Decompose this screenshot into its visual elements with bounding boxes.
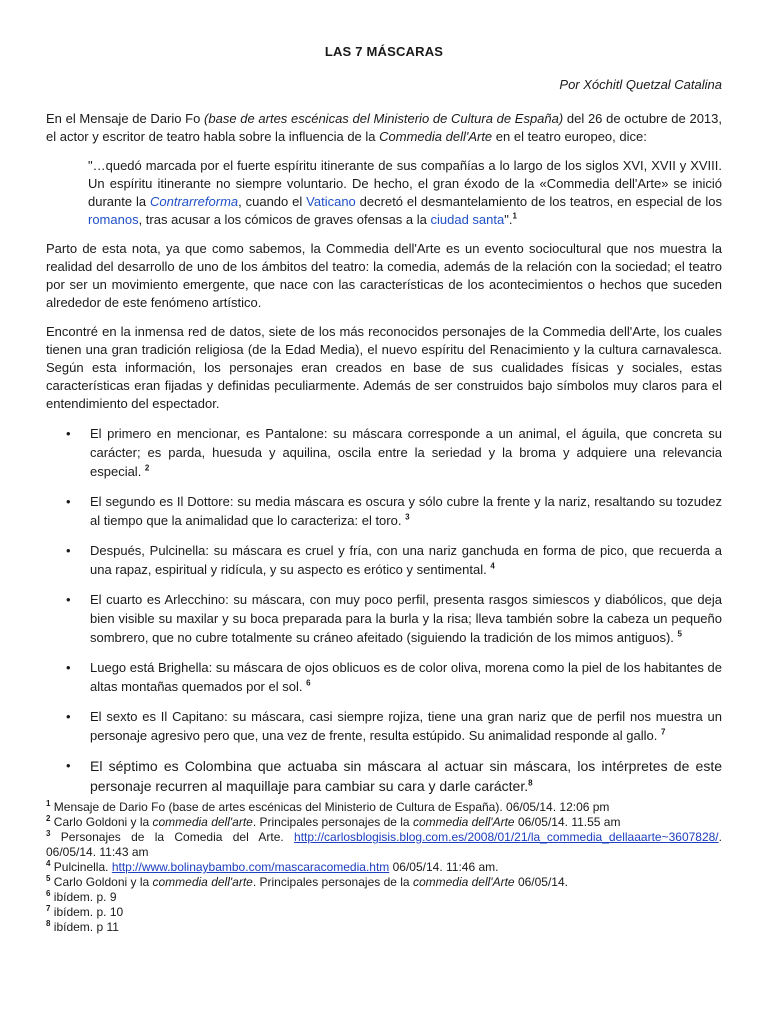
- list-item-colombina: • El séptimo es Colombina que actuaba sin máscara al actuar sin máscara, los intérpretes de este personaje recurren al maquillaje para cambiar su cara y darle carácter.$^8$: [66, 758, 722, 794]
- footnote-8: $^8$ ibídem. p 11: [46, 919, 119, 934]
- footnote-3-link[interactable]: http://carlosblogisis.blog.com.es/2008/01/21/la_commedia_dellaaarte~3607828/: [294, 830, 719, 844]
- footnote-1: $^1$ Mensaje de Dario Fo (base de artes escénicas del Ministerio de Cultura de España). 06/05/14. 12:06 pm: [46, 799, 610, 814]
- paragraph-characters-intro: Encontré en la inmensa red de datos, siete de los más reconocidos personajes de la Commedia dell'Arte, los cuales tienen una gran tradición religiosa (de la Edad Media), el nuevo espíritu del Renacimiento y la cultura carnavalesca. Según esta información, los personajes eran creados en base de sus cualidades físicas y sociales, estas características eran fijadas y definidas peculiarmente. Además de ser construidos bajo símbolos muy claros para el entendimiento del espectador.: [46, 324, 722, 411]
- bullet-icon: •: [66, 709, 71, 724]
- footnote-5: $^5$ Carlo Goldoni y la commedia dell'arte. Principales personajes de la commedia dell'Arte 06/05/14.: [46, 874, 568, 889]
- link-romanos[interactable]: romanos: [88, 212, 139, 227]
- author-line: Por Xóchitl Quetzal Catalina: [559, 77, 722, 92]
- bullet-icon: •: [66, 660, 71, 675]
- footnote-7: $^7$ ibídem. p. 10: [46, 904, 124, 919]
- list-item-pulcinella: • Después, Pulcinella: su máscara es cruel y fría, con una nariz ganchuda en forma de pico, que recuerda a una rapaz, espiritual y ridícula, y su aspecto es erótico y sentimental. $^4$: [66, 543, 722, 577]
- list-item-brighella: • Luego está Brighella: su máscara de ojos oblicuos es de color oliva, morena como la piel de los habitantes de altas montañas quemados por el sol. $^6$: [66, 660, 722, 694]
- intro-paragraph: En el Mensaje de Dario Fo (base de artes escénicas del Ministerio de Cultura de España) del 26 de octubre de 2013, el actor y escritor de teatro habla sobre la influencia de la Commedia dell'Arte en el teatro europeo, dice:: [46, 111, 722, 144]
- link-ciudad-santa[interactable]: ciudad santa: [430, 212, 505, 227]
- dario-fo-quote: "…quedó marcada por el fuerte espíritu itinerante de sus compañías a lo largo de los siglos XVI, XVII y XVIII. Un espíritu itinerante no siempre voluntario. De hecho, el gran éxodo de la «Commedia dell'Arte» se inició durante la Contrarreforma, cuando el Vaticano decretó el desmantelamiento de los teatros, en especial de los romanos, tras acusar a los cómicos de graves ofensas a la ciudad santa".$^1$: [88, 158, 722, 227]
- footnote-6: $^6$ ibídem. p. 9: [46, 889, 117, 904]
- bullet-icon: •: [66, 758, 71, 773]
- footnote-2: $^2$ Carlo Goldoni y la commedia dell'arte. Principales personajes de la commedia dell'Arte 06/05/14. 11.55 am: [46, 814, 621, 829]
- link-contrarreforma[interactable]: Contrarreforma: [149, 194, 239, 209]
- list-item-il-capitano: • El sexto es Il Capitano: su máscara, casi siempre rojiza, tiene una gran nariz que de perfil nos muestra un personaje agresivo pero que, una vez de frente, resulta estúpido. Su animalidad responde al gallo. $^7$: [66, 709, 722, 743]
- bullet-icon: •: [66, 494, 71, 509]
- document-title: LAS 7 MÁSCARAS: [324, 44, 444, 59]
- footnote-4-link[interactable]: http://www.bolinaybambo.com/mascaracomedia.htm: [111, 860, 390, 874]
- paragraph-context: Parto de esta nota, ya que como sabemos, la Commedia dell'Arte es un evento sociocultural que nos muestra la realidad del desarrollo de uno de los ámbitos del teatro: la comedia, además de la relación con la sociedad; el teatro por ser un movimiento emergente, que nace con las características de los acontecimientos o hechos que suceden alrededor de este fenómeno artístico.: [46, 241, 722, 310]
- bullet-icon: •: [66, 426, 71, 441]
- bullet-icon: •: [66, 543, 71, 558]
- footnote-4: $^4$ Pulcinella. http://www.bolinaybambo.com/mascaracomedia.htm 06/05/14. 11:46 am.: [46, 859, 499, 874]
- link-vaticano[interactable]: Vaticano: [306, 194, 356, 209]
- list-item-il-dottore: • El segundo es Il Dottore: su media máscara es oscura y sólo cubre la frente y la nariz, resaltando su tozudez al tiempo que la animalidad que lo caracteriza: el toro. $^3$: [66, 494, 722, 528]
- list-item-pantalone: • El primero en mencionar, es Pantalone: su máscara corresponde a un animal, el águila, que concreta su carácter; es parda, huesuda y aquilina, oscila entre la seriedad y la broma y adquiere una relevancia especial. $^2$: [66, 426, 722, 479]
- bullet-icon: •: [66, 592, 71, 607]
- characters-list: [46, 424, 722, 796]
- footnote-3: $^3$ Personajes de la Comedia del Arte. http://carlosblogisis.blog.com.es/2008/01/21/la_commedia_dellaaarte~3607828/. 06/05/14. 11:43 am: [46, 829, 722, 859]
- footnotes: [46, 800, 722, 935]
- list-item-arlecchino: • El cuarto es Arlecchino: su máscara, con muy poco perfil, presenta rasgos simiescos y diabólicos, que deja bien visible su maxilar y su boca preparada para la burla y la risa; lleva también sobre la cabeza un pequeño sombrero, que no cubre totalmente su cráneo afeitado (siguiendo la tradición de los mimos antiguos). $^5$: [66, 592, 722, 645]
- footnote-ref: 1: [512, 211, 517, 221]
